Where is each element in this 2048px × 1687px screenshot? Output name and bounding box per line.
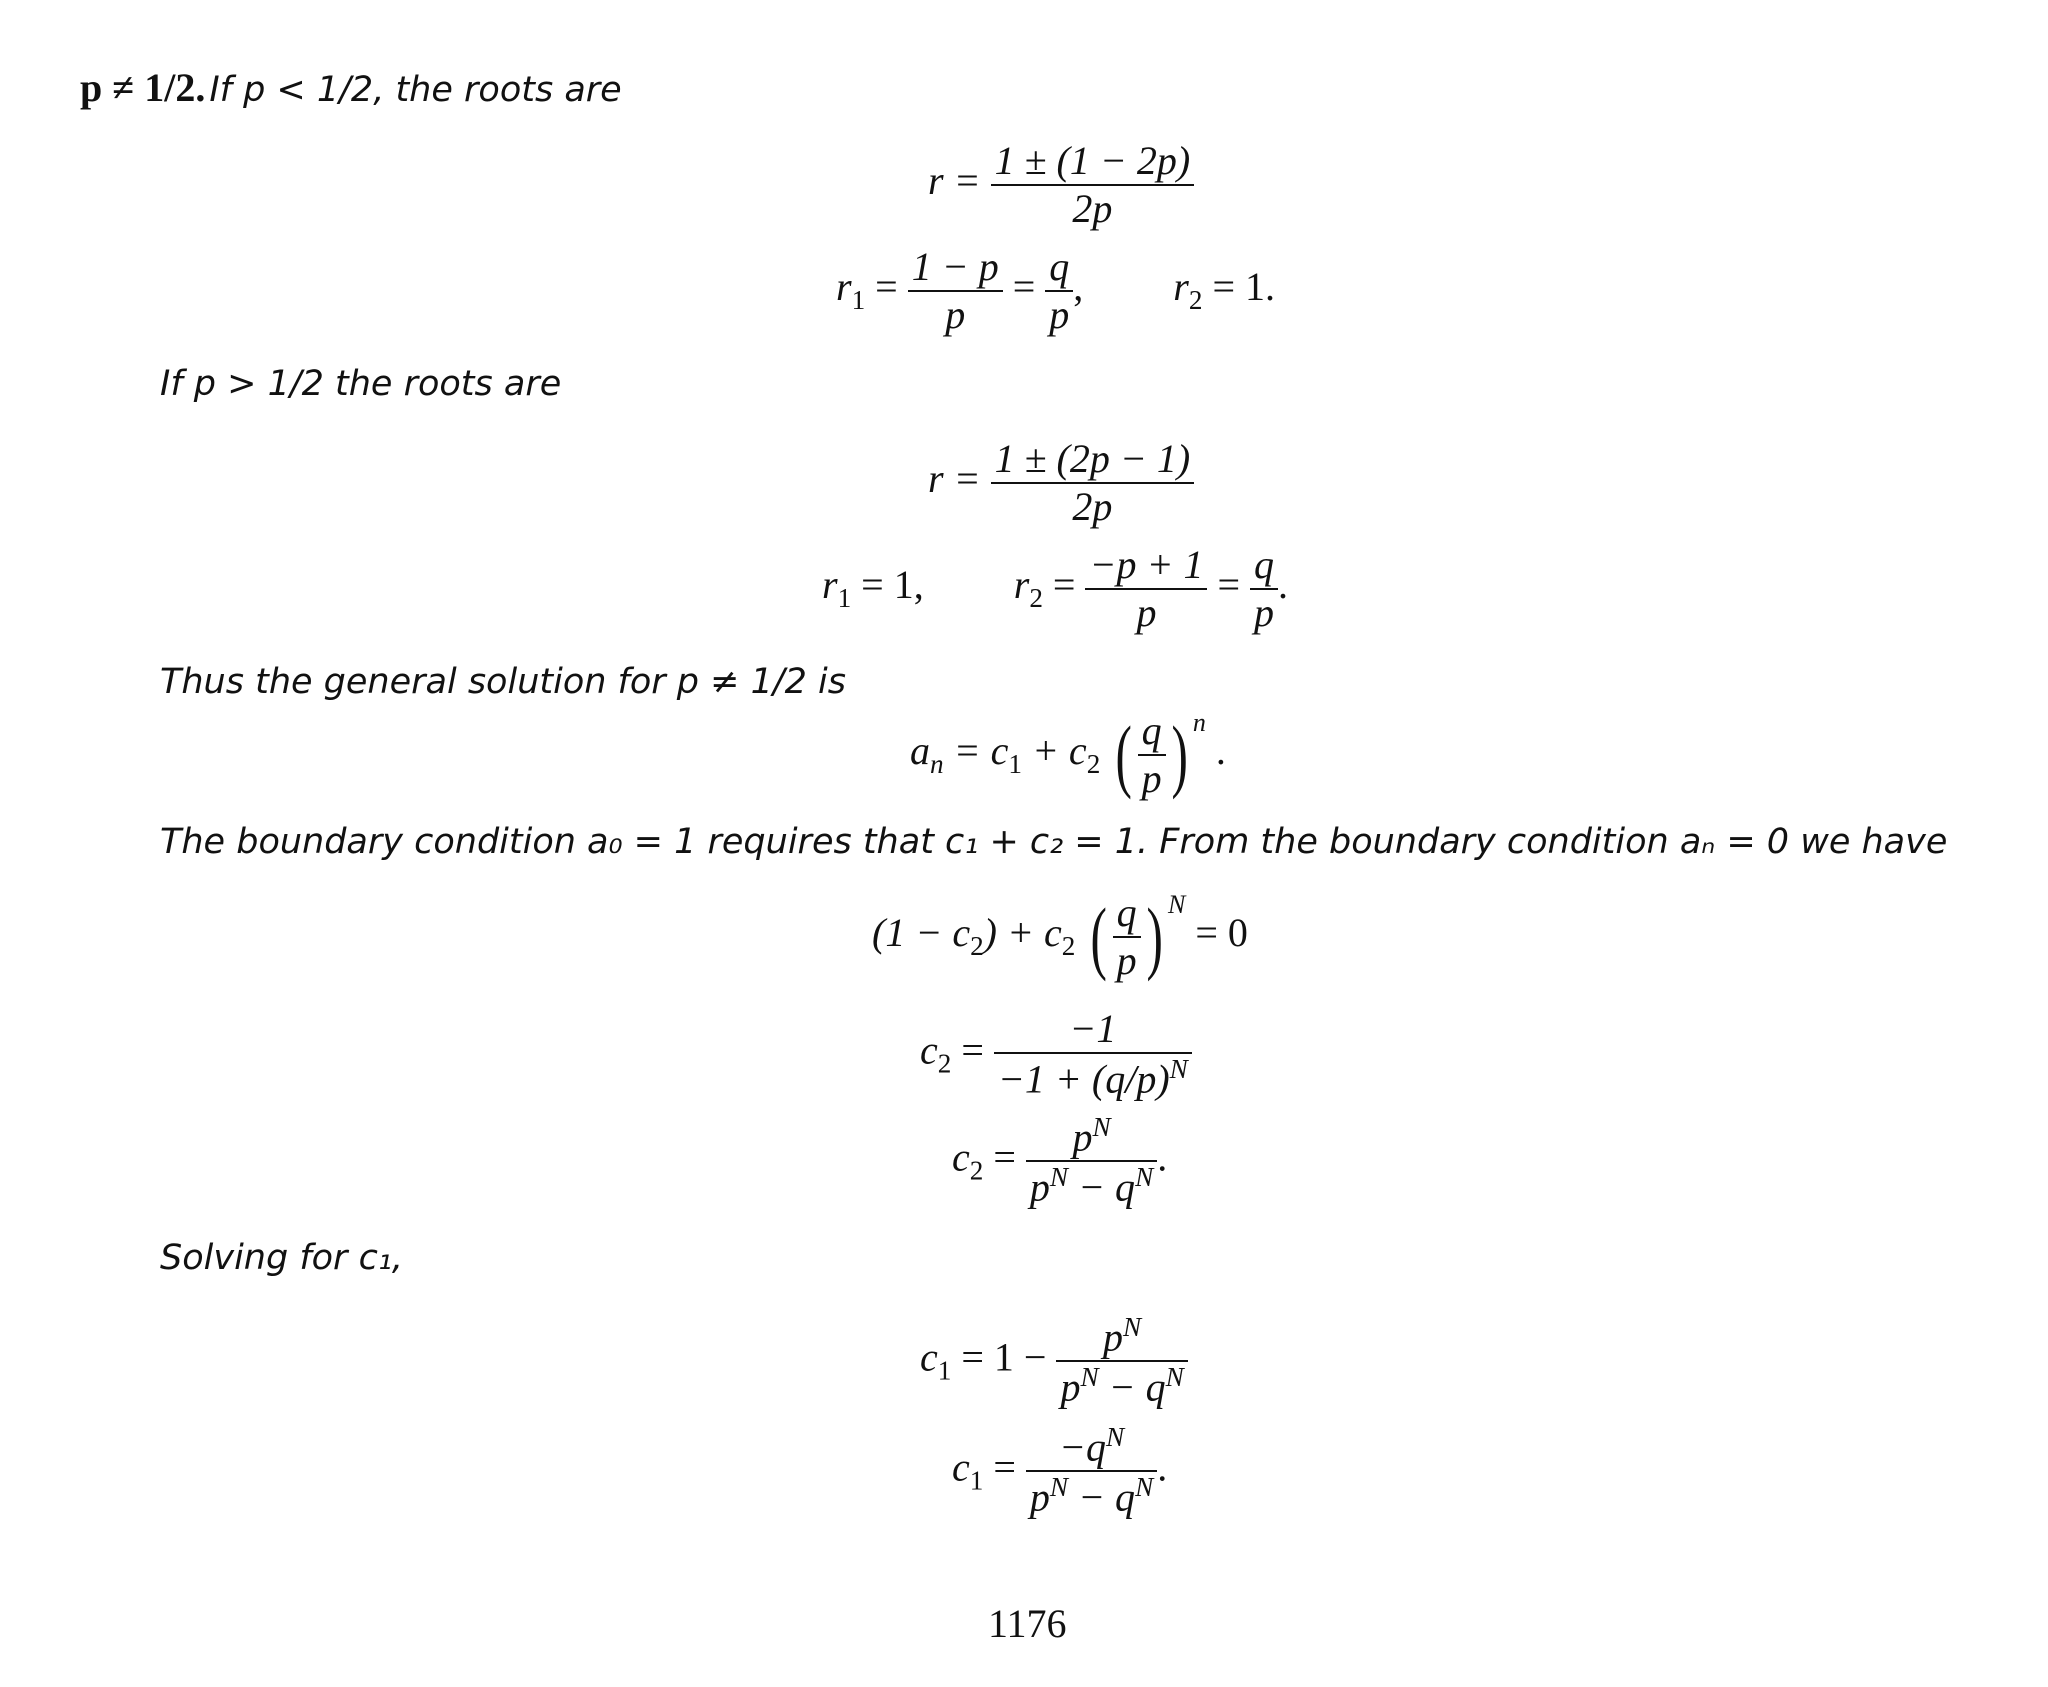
case2-intro: If p > 1/2 the roots are (160, 364, 562, 404)
fraction: $\frac{q}{p}$ (1250, 542, 1278, 636)
solving-text: Solving for c₁, (160, 1238, 403, 1278)
equation-boundary-row3: $c_2$ = $\frac{p^N}{p^N - q^N}$ . (952, 1112, 1168, 1210)
equation-boundary-row1: $(1 - c_2) + c_2$ ( $\frac{q}{p}$ ) $^N$ = 0 (872, 890, 1248, 983)
equation-roots-case2: $r_1 = 1$, $r_2$ = $\frac{-p + 1}{p}$ = $\frac{q}{p}$ . (822, 542, 1289, 635)
section-heading (80, 64, 622, 111)
fraction: $\frac{1 - p}{p}$ (908, 244, 1003, 338)
heading-intro: If p < 1/2, the roots are (209, 70, 622, 110)
fraction: $\frac{-q^N}{p^N - q^N}$ (1026, 1422, 1157, 1521)
fraction: $\frac{p^N}{p^N - q^N}$ (1056, 1312, 1187, 1411)
fraction: $\frac{-p + 1}{p}$ (1085, 542, 1207, 636)
equation-solve-row2: $c_1$ = $\frac{-q^N}{p^N - q^N}$ . (952, 1422, 1168, 1520)
general-intro: Thus the general solution for p ≠ 1/2 is (160, 662, 847, 702)
fraction: $\frac{-1}{-1 + (q/p)^N}$ (994, 1006, 1192, 1102)
equation-general-solution: $a_n = c_1 + c_2$ ( $\frac{q}{p}$ ) $^n$ . (910, 708, 1226, 801)
fraction: $\frac{q}{p}$ (1045, 244, 1073, 338)
equation-r-case2: r = $\frac{1 \pm (2p - 1)}{2p}$ (928, 436, 1194, 530)
fraction: $\frac{p^N}{p^N - q^N}$ (1026, 1112, 1157, 1211)
equation-boundary-row2: $c_2$ = $\frac{-1}{-1 + (q/p)^N}$ (920, 1006, 1192, 1102)
page-number: 1176 (988, 1601, 1067, 1646)
fraction: $\frac{1 \pm (1 - 2p)}{2p}$ (991, 138, 1195, 232)
boundary-text: The boundary condition a₀ = 1 requires that c₁ + c₂ = 1. From the boundary condition aₙ = 0 we have (160, 822, 1948, 862)
fraction: $\frac{q}{p}$ (1113, 890, 1141, 984)
equation-solve-row1: $c_1 = 1$ − $\frac{p^N}{p^N - q^N}$ (920, 1312, 1188, 1411)
fraction: $\frac{q}{p}$ (1138, 708, 1166, 802)
equation-roots-case1: $r_1$ = $\frac{1 - p}{p}$ = $\frac{q}{p}$ , $r_2 = 1$. (836, 244, 1276, 337)
heading-bold: p ≠ 1/2. (80, 65, 206, 110)
fraction: $\frac{1 \pm (2p - 1)}{2p}$ (991, 436, 1195, 530)
equation-r-case1: r = $\frac{1 \pm (1 - 2p)}{2p}$ (928, 138, 1194, 232)
